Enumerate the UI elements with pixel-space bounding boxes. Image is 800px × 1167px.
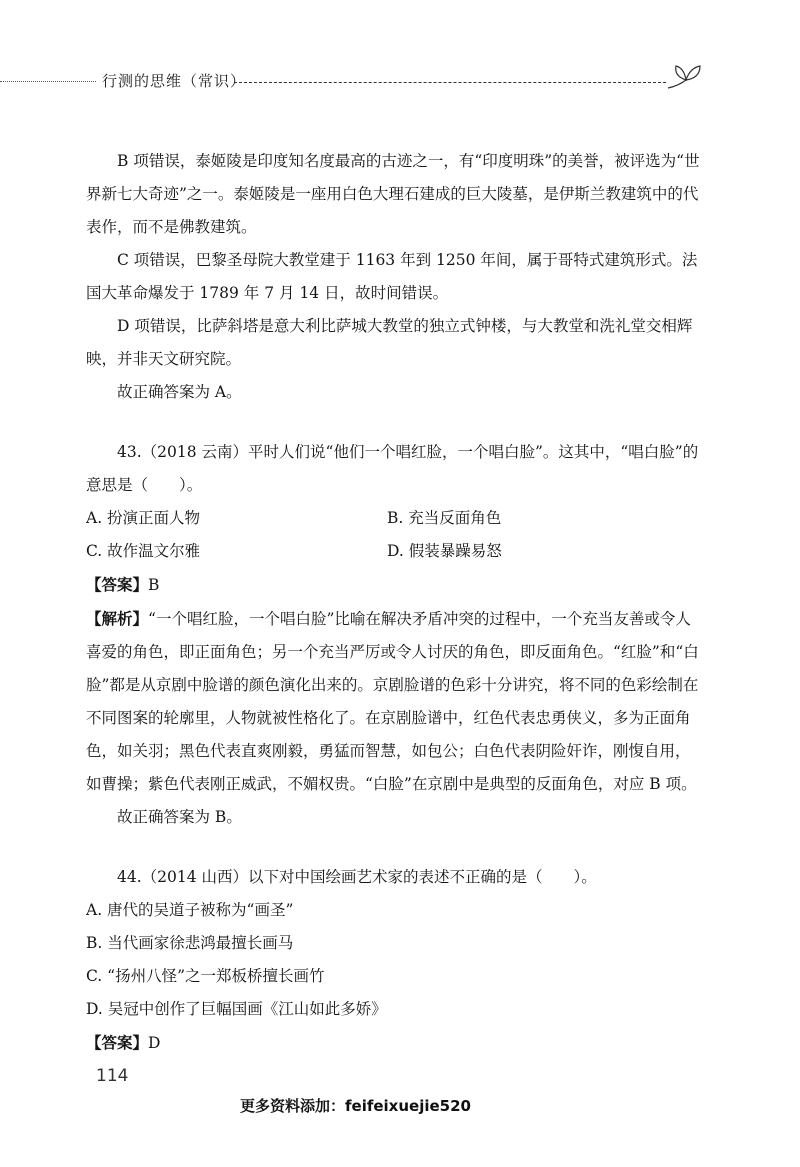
analysis-tag: 【解析】: [86, 609, 149, 628]
question-44-option-d: D. 吴冠中创作了巨幅国画《江山如此多娇》: [86, 1000, 387, 1018]
answer-tag: 【答案】: [86, 1033, 149, 1052]
answer-tag: 【答案】: [86, 575, 149, 594]
question-43-answer: [86, 568, 700, 602]
question-43-option-d: D. 假装暴躁易怒: [387, 542, 502, 560]
page-number: 114: [96, 1066, 129, 1086]
analysis-text: “一个唱红脸，一个唱白脸”比喻在解决矛盾冲突的过程中，一个充当友善或令人喜爱的角色，即正面角色；另一个充当严厉或令人讨厌的角色，即反面角色。“红脸”和“白脸”都是从京剧中脸谱的颜色演化出来的。京剧脸谱的色彩十分讲究，将不同的色彩绘制在不同图案的轮廓里，人物就被性格化了。在京剧脸谱中，红色代表忠勇侠义，多为正面角色，如关羽；黑色代表直爽刚毅，勇猛而智慧，如包公；白色代表阴险奸诈，刚愎自用，如曹操；紫色代表刚正威武，不媚权贵。“白脸”在京剧中是典型的反面角色，对应 B 项。: [86, 610, 699, 793]
page-content: [86, 145, 700, 1060]
question-44-option-c: C. “扬州八怪”之一郑板桥擅长画竹: [86, 967, 325, 985]
question-44-stem: 44.（2014 山西）以下对中国绘画艺术家的表述不正确的是（ ）。: [117, 868, 597, 886]
question-43-stem: 43.（2018 云南）平时人们说“他们一个唱红脸，一个唱白脸”。这其中，“唱白脸”的意思是（ ）。: [86, 443, 699, 494]
question-43-option-c: C. 故作温文尔雅: [86, 542, 201, 560]
question-44-option-a: A. 唐代的吴道子被称为“画圣”: [86, 901, 294, 919]
question-43-options-row-1: [86, 502, 700, 535]
answer-value: B: [148, 576, 160, 594]
explanation-option-b: B 项错误，泰姬陵是印度知名度最高的古迹之一，有“印度明珠”的美誉，被评选为“世界新七大奇迹”之一。泰姬陵是一座用白色大理石建成的巨大陵墓，是伊斯兰教建筑中的代表作，而不是佛教建筑。: [86, 152, 700, 236]
running-header-title: 行测的思维（常识）: [102, 72, 247, 90]
question-43-analysis: [86, 602, 700, 801]
header-rule-right: [234, 82, 666, 83]
answer-value: D: [148, 1034, 161, 1052]
explanation-conclusion: 故正确答案为 A。: [117, 383, 242, 401]
explanation-option-c: C 项错误，巴黎圣母院大教堂建于 1163 年到 1250 年间，属于哥特式建筑形式。法国大革命爆发于 1789 年 7 月 14 日，故时间错误。: [86, 251, 698, 302]
question-43-options-row-2: [86, 535, 700, 568]
question-43-option-a: A. 扮演正面人物: [86, 509, 201, 527]
question-44-answer: [86, 1026, 700, 1060]
header-rule-left: [0, 81, 96, 82]
sprout-icon: [664, 58, 704, 92]
footer-note: 更多资料添加：feifeixuejie520: [240, 1097, 471, 1115]
question-43-option-b: B. 充当反面角色: [387, 509, 502, 527]
question-43-conclusion: 故正确答案为 B。: [117, 808, 242, 826]
question-44-option-b: B. 当代画家徐悲鸿最擅长画马: [86, 934, 294, 952]
explanation-option-d: D 项错误，比萨斜塔是意大利比萨城大教堂的独立式钟楼，与大教堂和洗礼堂交相辉映，并非天文研究院。: [86, 317, 693, 368]
